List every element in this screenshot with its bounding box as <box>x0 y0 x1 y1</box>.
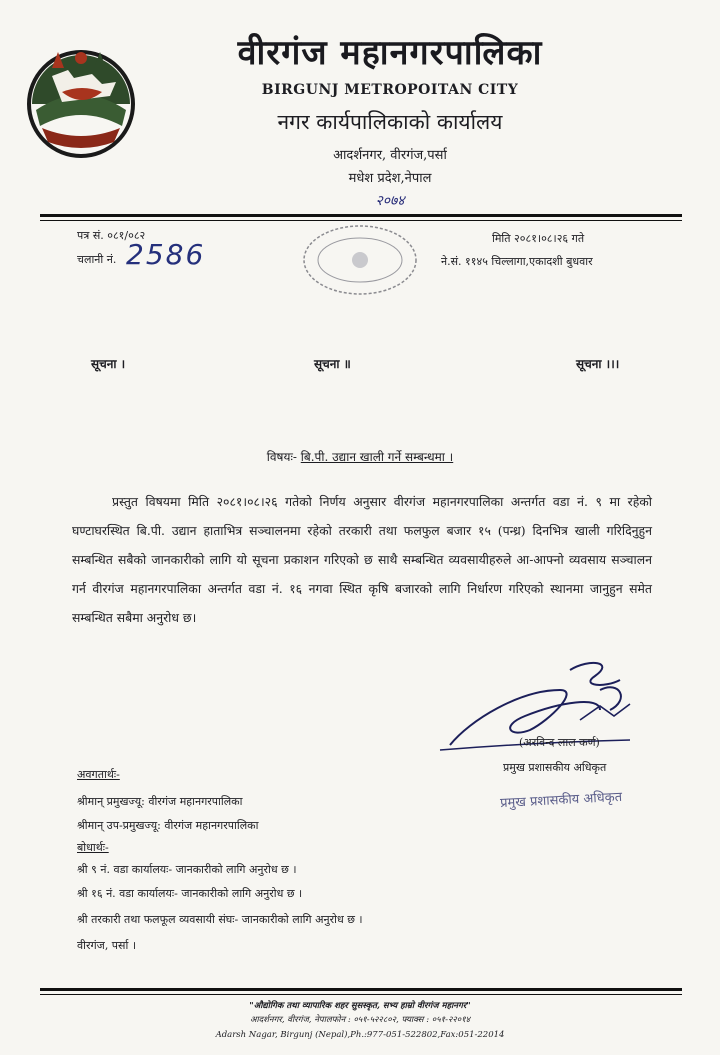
municipality-title-english: BIRGUNJ METROPOITAN CITY <box>261 82 519 98</box>
signatory-rubber-stamp: प्रमुख प्रशासकीय अधिकृत <box>499 789 623 812</box>
cc-notice-item: श्री ९ नं. वडा कार्यालयः- जानकारीको लागि अनुरोध छ । <box>77 863 297 876</box>
footer-contact-english: Adarsh Nagar, Birgunj (Nepal),Ph.:977-051-522802,Fax:051-22014 <box>215 1030 505 1040</box>
date-line: मिति २०८१।०८।२६ गते <box>492 232 585 245</box>
address-line-1: आदर्शनगर, वीरगंज,पर्सा <box>333 148 447 163</box>
letter-number: पत्र सं. ०८१/०८२ <box>77 229 146 242</box>
cc-notice-item: श्री १६ नं. वडा कार्यालयः- जानकारीको लागि अनुरोध छ । <box>77 887 303 900</box>
office-name: नगर कार्यपालिकाको कार्यालय <box>277 110 503 134</box>
subject-label: विषयः- <box>266 450 297 464</box>
subject-text: बि.पी. उद्यान खाली गर्ने सम्बन्धमा । <box>300 450 454 464</box>
footer-divider-thin <box>40 994 682 995</box>
cc-info-heading: अवगतार्थः- <box>77 768 120 781</box>
cc-info-item: श्रीमान् उप-प्रमुखज्यू: वीरगंज महानगरपालिका <box>77 819 259 832</box>
footer-slogan: "औद्योगिक तथा व्यापारिक शहर सुसस्कृत, सभ्य हाम्रो वीरगंज महानगर" <box>249 1001 471 1011</box>
notice-label-2: सूचना ॥ <box>314 357 351 371</box>
cc-notice-item: श्री तरकारी तथा फलफूल व्यवसायी संघः- जानकारीको लागि अनुरोध छ । <box>77 913 363 926</box>
established-year: २०७४ <box>375 193 405 209</box>
dispatch-label: चलानी नं. <box>77 253 117 266</box>
signatory-name: (अरविन्द लाल कर्ण) <box>519 736 600 749</box>
signatory-title: प्रमुख प्रशासकीय अधिकृत <box>503 761 607 774</box>
notice-label-1: सूचना । <box>91 357 126 371</box>
notice-label-3: सूचना ।।। <box>576 357 620 371</box>
cc-notice-item: वीरगंज, पर्सा । <box>77 939 137 952</box>
municipality-title-nepali: वीरगंज महानगरपालिका <box>237 33 543 73</box>
cc-notice-heading: बोधार्थः- <box>77 841 109 854</box>
dispatch-number: 2586 <box>126 238 206 271</box>
subject-line <box>0 448 720 465</box>
header-divider-thick <box>40 214 682 217</box>
footer-divider-thick <box>40 988 682 991</box>
notice-body: प्रस्तुत विषयमा मिति २०८१।०८।२६ गतेको निर्णय अनुसार वीरगंज महानगरपालिका अन्तर्गत वडा नं. ९ मा रहेको घण्टाघरस्थित बि.पी. उद्यान हाताभित्र सञ्चालनमा रहेको तरकारी तथा फलफुल बजार १५ (पन्ध्र) दिनभित्र खाली गरिदिनुहुन सम्बन्धित सबैको जानकारीको लागि यो सूचना प्रकाशन गरिएको छ साथै सम्बन्धित व्यवसायीहरुले आ-आफ्नो व्यवसाय सञ्चालन गर्न वीरगंज महानगरपालिका अन्तर्गत वडा नं. १६ नगवा स्थित कृषि बजारको लागि निर्धारण गरिएको स्थानमा जानुहुन समेत सम्बन्धित सबैमा अनुरोध छ। <box>72 494 652 625</box>
nepal-sambat-date: ने.सं. ११४५ चिल्लागा,एकादशी बुधवार <box>441 255 593 268</box>
footer-contact-nepali: आदर्शनगर, वीरगंज, नेपालफोन : ०५१-५२२८०२, फ्याक्स : ०५१-२२०१४ <box>249 1015 471 1025</box>
office-stamp-icon <box>300 222 420 300</box>
cc-info-item: श्रीमान् प्रमुखज्यू: वीरगंज महानगरपालिका <box>77 795 243 808</box>
header-divider-thin <box>40 220 682 221</box>
address-line-2: मधेश प्रदेश,नेपाल <box>348 171 432 186</box>
